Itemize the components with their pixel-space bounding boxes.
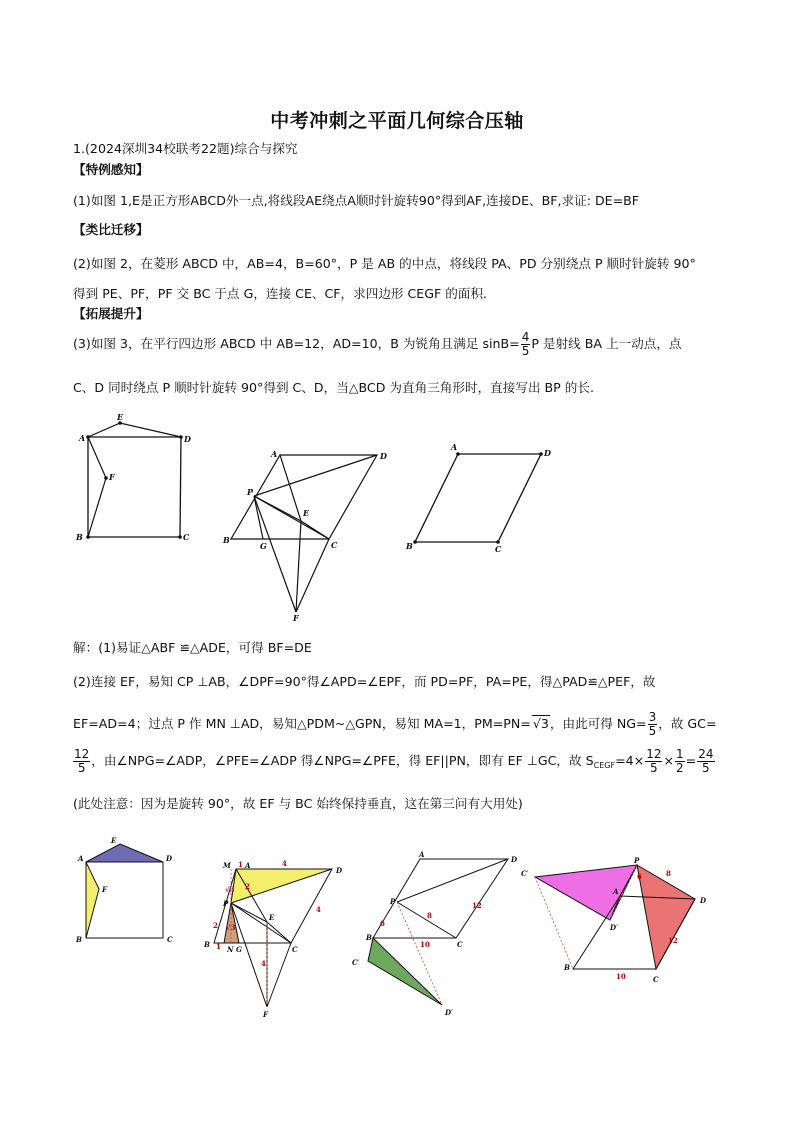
question-2-line-1: (2)如图 2，在菱形 ABCD 中，AB=4，B=60°，P 是 AB 的中点，将线段 PA、PD 分别绕点 P 顺时针旋转 90° [73,256,696,271]
sf4-label-C: C [653,975,659,984]
question-3-line-2: C、D 同时绕点 P 顺时针旋转 90°得到 C、D，当△BCD 为直角三角形时，直接写出 BP 的长. [73,380,594,395]
q3-text-a: (3)如图 3，在平行四边形 ABCD 中 AB=12，AD=10，B 为锐角且满足 sinB= [73,336,520,351]
sf4-label-Dp: D′ [610,923,618,932]
f1-label-C: C [183,532,190,542]
f3-label-D: D [544,448,551,458]
f1-label-B: B [76,532,83,542]
f2-label-A: A [271,449,278,459]
sol2-text-a: EF=AD=4；过点 P 作 MN ⊥AD，易知△PDM~△GPN，易知 MA=1，PM=PN= [73,716,531,731]
sf2-num-2b: 2 [213,921,218,930]
times-sign: × [663,753,675,768]
section-heading-3: 【拓展提升】 [73,306,149,321]
f2-label-P: P [247,487,254,497]
sf4-label-D: D [700,896,707,905]
sf3-label-C: C [457,940,463,949]
sf2-num-2a: 2 [245,882,250,891]
note: (此处注意：因为是旋转 90°，故 EF 与 BC 始终保持垂直，这在第三问有大用处) [73,796,523,811]
sf3-num-12: 12 [472,901,482,910]
frac-12-5: $\frac{12}{5}$ [646,747,662,775]
sf2-label-E: E [269,913,275,922]
equals-sign: = [685,753,697,768]
sf4-num-6: 6 [637,872,642,881]
sf2-label-B: B [204,940,210,949]
f2-label-D: D [380,451,387,461]
f2-label-G: G [260,541,267,551]
question-1: (1)如图 1,E是正方形ABCD外一点,将线段AE绕点A顺时针旋转90°得到AF,连接DE、BF,求证: DE=BF [73,193,640,208]
sf2-label-A: A [245,861,251,870]
sf3-num-8: 8 [427,911,432,920]
sol-figure-3 [352,850,518,1017]
f2-label-E: E [303,508,310,518]
gc-fraction: $\frac{12}{5}$ [74,747,90,775]
f1-label-E: E [117,412,124,422]
sf4-label-Cp: C′ [521,869,529,878]
solution-1: 解：(1)易证△ABF ≌△ADE，可得 BF=DE [73,640,312,655]
figure-1 [75,412,191,542]
sf3-num-6: 6 [380,919,385,928]
f1-label-D: D [184,434,191,444]
sf3-label-A: A [419,850,425,859]
section-heading-1: 【特例感知】 [73,162,149,177]
frac-1-2: $\frac{1}{2}$ [676,747,684,775]
sf4-label-P: P [634,856,640,865]
frac-24-5: $\frac{24}{5}$ [698,747,714,775]
ng-fraction: $\frac{3}{5}$ [648,710,657,738]
sol-figure-2 [203,859,343,1019]
sf2-num-1b: 1 [216,942,221,951]
sf1-label-D: D [166,854,173,863]
sf4-num-10: 10 [616,972,626,981]
solution-2-line-1: (2)连接 EF，易知 CP ⊥AB，∠DPF=90°得∠APD=∠EPF，而 PD=PF，PA=PE，得△PAD≌△PEF，故 [73,674,656,689]
sf2-num-1a: 1 [238,860,243,869]
sf4-label-B: B [564,963,570,972]
sf1-label-F: F [102,885,107,894]
sf2-num-4c: 4 [261,959,266,968]
sf2-label-M: M [223,861,231,870]
sinB-fraction: $\frac{4}{5}$ [521,330,530,358]
sf4-num-12: 12 [668,936,678,945]
area-subscript: CEGF [593,761,616,770]
sqrt-3: √3 [532,716,549,731]
sol2-text-c: ，故 GC= [658,716,717,731]
sf2-label-D: D [336,866,343,875]
solution-2-line-3 [73,748,716,775]
f2-label-C: C [331,540,338,550]
f3-label-C: C [495,544,502,554]
sol2-text-e: =4× [615,753,645,768]
sf3-label-D: D [511,855,518,864]
sf2-num-4b: 4 [316,905,321,914]
sf4-num-8: 8 [666,869,671,878]
sf2-label-G: G [236,945,242,954]
f1-label-A: A [79,433,86,443]
sf3-num-10: 10 [420,940,430,949]
sf2-sqrt-a: √3 [225,885,235,894]
sf3-label-B: B [366,933,372,942]
sf2-label-C: C [292,945,298,954]
sf2-label-N: N [227,945,234,954]
sf1-label-B: B [76,935,82,944]
sf2-label-F: F [263,1010,268,1019]
f3-label-B: B [406,541,413,551]
sf4-label-A: A [613,887,619,896]
page-title: 中考冲刺之平面几何综合压轴 [270,110,524,132]
sf3-label-Cp: C′ [352,958,360,967]
sf1-label-A: A [78,854,84,863]
f3-label-A: A [451,442,458,452]
figure-3 [405,442,551,554]
problem-figures [70,412,550,622]
figure-2 [222,449,387,623]
sf2-sqrt-b: √3 [226,923,236,932]
sf1-label-C: C [167,935,173,944]
sf1-label-E: E [111,836,117,845]
sf2-label-P: P [223,899,229,908]
f1-label-F: F [109,472,115,482]
sol-figure-1 [75,836,173,944]
sf2-num-4a: 4 [282,859,287,868]
sf3-label-P: P [390,897,396,906]
q3-text-b: P 是射线 BA 上一动点，点 [531,336,682,351]
f2-label-F: F [293,613,299,623]
f2-label-B: B [223,535,230,545]
sol2-text-d: ，由∠NPG=∠ADP，∠PFE=∠ADP 得∠NPG=∠PFE，得 EF||PN，即有 EF ⊥GC，故 S [91,753,594,768]
problem-source: 1.(2024深圳34校联考22题)综合与探究 [73,141,298,156]
solution-2-line-2 [73,711,717,738]
section-heading-2: 【类比迁移】 [73,222,149,237]
sol-figure-4 [521,856,707,984]
solution-figures [70,832,730,1027]
sol2-text-b: ，由此可得 NG= [549,716,647,731]
question-2-line-2: 得到 PE、PF，PF 交 BC 于点 G，连接 CE、CF，求四边形 CEGF 的面积. [73,286,488,301]
sf3-label-Dp: D′ [445,1008,453,1017]
question-3-line-1 [73,331,682,358]
